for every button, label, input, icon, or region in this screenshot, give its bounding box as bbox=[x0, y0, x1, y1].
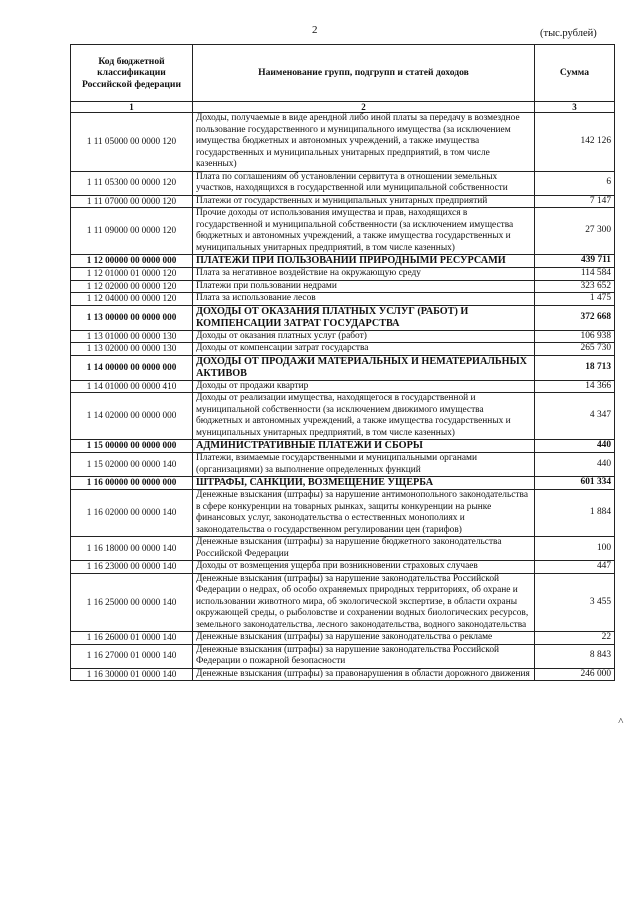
row-name: Доходы от компенсации затрат государства bbox=[193, 343, 535, 356]
row-amount: 440 bbox=[535, 453, 615, 477]
row-code: 1 16 18000 00 0000 140 bbox=[71, 537, 193, 561]
row-name: Плата за негативное воздействие на окружающую среду bbox=[193, 268, 535, 281]
row-code: 1 16 02000 00 0000 140 bbox=[71, 490, 193, 537]
row-name: ШТРАФЫ, САНКЦИИ, ВОЗМЕЩЕНИЕ УЩЕРБА bbox=[193, 477, 535, 490]
row-amount: 601 334 bbox=[535, 477, 615, 490]
row-amount: 14 366 bbox=[535, 380, 615, 393]
row-name: Денежные взыскания (штрафы) за нарушение законодательства Российской Федерации о пожарной безопасности bbox=[193, 644, 535, 668]
table-row bbox=[71, 537, 615, 561]
margin-mark: ˄ bbox=[618, 716, 624, 727]
table-row bbox=[71, 293, 615, 306]
table-row bbox=[71, 355, 615, 380]
row-code: 1 11 09000 00 0000 120 bbox=[71, 208, 193, 255]
row-code: 1 11 07000 00 0000 120 bbox=[71, 195, 193, 208]
row-code: 1 13 02000 00 0000 130 bbox=[71, 343, 193, 356]
row-amount: 4 347 bbox=[535, 393, 615, 440]
table-row bbox=[71, 343, 615, 356]
row-code: 1 13 01000 00 0000 130 bbox=[71, 330, 193, 343]
column-number-3: 3 bbox=[535, 102, 615, 113]
table-row bbox=[71, 268, 615, 281]
table-row bbox=[71, 644, 615, 668]
row-name: Доходы от продажи квартир bbox=[193, 380, 535, 393]
table-row bbox=[71, 561, 615, 574]
row-amount: 114 584 bbox=[535, 268, 615, 281]
table-row bbox=[71, 668, 615, 681]
row-amount: 100 bbox=[535, 537, 615, 561]
row-code: 1 16 27000 01 0000 140 bbox=[71, 644, 193, 668]
row-code: 1 16 00000 00 0000 000 bbox=[71, 477, 193, 490]
row-code: 1 15 02000 00 0000 140 bbox=[71, 453, 193, 477]
row-code: 1 11 05000 00 0000 120 bbox=[71, 113, 193, 172]
row-amount: 1 475 bbox=[535, 293, 615, 306]
header-code: Код бюджетной классификации Российской федерации bbox=[71, 45, 193, 102]
row-amount: 3 455 bbox=[535, 573, 615, 632]
row-amount: 7 147 bbox=[535, 195, 615, 208]
table-row bbox=[71, 305, 615, 330]
row-amount: 27 300 bbox=[535, 208, 615, 255]
table-row bbox=[71, 280, 615, 293]
row-amount: 6 bbox=[535, 171, 615, 195]
row-name: Денежные взыскания (штрафы) за нарушение бюджетного законодательства Российской Федерации bbox=[193, 537, 535, 561]
row-name: Платежи от государственных и муниципальных унитарных предприятий bbox=[193, 195, 535, 208]
row-name: АДМИНИСТРАТИВНЫЕ ПЛАТЕЖИ И СБОРЫ bbox=[193, 440, 535, 453]
row-name: ДОХОДЫ ОТ ОКАЗАНИЯ ПЛАТНЫХ УСЛУГ (РАБОТ) И КОМПЕНСАЦИИ ЗАТРАТ ГОСУДАРСТВА bbox=[193, 305, 535, 330]
table-row bbox=[71, 208, 615, 255]
header-name: Наименование групп, подгрупп и статей доходов bbox=[193, 45, 535, 102]
row-amount: 440 bbox=[535, 440, 615, 453]
row-amount: 323 652 bbox=[535, 280, 615, 293]
column-number-1: 1 bbox=[71, 102, 193, 113]
row-code: 1 15 00000 00 0000 000 bbox=[71, 440, 193, 453]
row-code: 1 12 00000 00 0000 000 bbox=[71, 255, 193, 268]
row-code: 1 12 02000 00 0000 120 bbox=[71, 280, 193, 293]
table-row bbox=[71, 330, 615, 343]
row-amount: 106 938 bbox=[535, 330, 615, 343]
row-code: 1 11 05300 00 0000 120 bbox=[71, 171, 193, 195]
row-code: 1 16 30000 01 0000 140 bbox=[71, 668, 193, 681]
row-amount: 22 bbox=[535, 632, 615, 645]
row-name: ПЛАТЕЖИ ПРИ ПОЛЬЗОВАНИИ ПРИРОДНЫМИ РЕСУРСАМИ bbox=[193, 255, 535, 268]
row-amount: 439 711 bbox=[535, 255, 615, 268]
row-amount: 372 668 bbox=[535, 305, 615, 330]
table-row bbox=[71, 477, 615, 490]
units-label: (тыс.рублей) bbox=[540, 28, 597, 39]
table-row bbox=[71, 113, 615, 172]
row-code: 1 16 26000 01 0000 140 bbox=[71, 632, 193, 645]
table-row bbox=[71, 573, 615, 632]
table-row bbox=[71, 380, 615, 393]
row-name: Денежные взыскания (штрафы) за правонарушения в области дорожного движения bbox=[193, 668, 535, 681]
table-body bbox=[71, 113, 615, 681]
row-name: Доходы, получаемые в виде арендной либо иной платы за передачу в возмездное пользование государственного и муниципального имущества (за исключением имущества бюджетных и автономных учреждений, а также имущества государственных и муниципальных унитарных предприятий, в том числе казенных) bbox=[193, 113, 535, 172]
row-code: 1 14 00000 00 0000 000 bbox=[71, 355, 193, 380]
row-name: Платежи при пользовании недрами bbox=[193, 280, 535, 293]
row-amount: 265 730 bbox=[535, 343, 615, 356]
row-code: 1 12 04000 00 0000 120 bbox=[71, 293, 193, 306]
header-amount: Сумма bbox=[535, 45, 615, 102]
column-number-2: 2 bbox=[193, 102, 535, 113]
row-amount: 142 126 bbox=[535, 113, 615, 172]
row-name: Платежи, взимаемые государственными и муниципальными органами (организациями) за выполнение определенных функций bbox=[193, 453, 535, 477]
table-row bbox=[71, 440, 615, 453]
revenue-table bbox=[70, 44, 615, 681]
row-amount: 447 bbox=[535, 561, 615, 574]
row-name: Доходы от возмещения ущерба при возникновении страховых случаев bbox=[193, 561, 535, 574]
row-name: Плата за использование лесов bbox=[193, 293, 535, 306]
row-code: 1 16 23000 00 0000 140 bbox=[71, 561, 193, 574]
row-name: Денежные взыскания (штрафы) за нарушение законодательства Российской Федерации о недрах, об особо охраняемых природных территориях, об охране и использовании животного мира, об экологической экспертизе, в области охраны окружающей среды, о рыболовстве и сохранении водных биологических ресурсов, земельного законодательства, лесного законодательства, водного законодательства bbox=[193, 573, 535, 632]
table-row bbox=[71, 632, 615, 645]
row-name: Доходы от оказания платных услуг (работ) bbox=[193, 330, 535, 343]
row-name: Прочие доходы от использования имущества и прав, находящихся в государственной и муниципальной собственности (за исключением имущества бюджетных и автономных учреждений, а также имущества государственных и муниципальных унитарных предприятий, в том числе казенных) bbox=[193, 208, 535, 255]
row-amount: 8 843 bbox=[535, 644, 615, 668]
row-name: Доходы от реализации имущества, находящегося в государственной и муниципальной собственности (за исключением движимого имущества бюджетных и автономных учреждений, а также имущества государственных и муниципальных унитарных предприятий, в том числе казенных) bbox=[193, 393, 535, 440]
row-name: Плата по соглашениям об установлении сервитута в отношении земельных участков, находящихся в государственной или муниципальной собственности bbox=[193, 171, 535, 195]
row-name: Денежные взыскания (штрафы) за нарушение антимонопольного законодательства в сфере конкуренции на товарных рынках, защиты конкуренции на рынке финансовых услуг, законодательства о естественных монополиях и законодательства о государственном регулировании цен (тарифов) bbox=[193, 490, 535, 537]
row-amount: 1 884 bbox=[535, 490, 615, 537]
row-name: ДОХОДЫ ОТ ПРОДАЖИ МАТЕРИАЛЬНЫХ И НЕМАТЕРИАЛЬНЫХ АКТИВОВ bbox=[193, 355, 535, 380]
row-code: 1 13 00000 00 0000 000 bbox=[71, 305, 193, 330]
table-row bbox=[71, 393, 615, 440]
row-code: 1 12 01000 01 0000 120 bbox=[71, 268, 193, 281]
row-code: 1 16 25000 00 0000 140 bbox=[71, 573, 193, 632]
row-name: Денежные взыскания (штрафы) за нарушение законодательства о рекламе bbox=[193, 632, 535, 645]
table-row bbox=[71, 453, 615, 477]
row-amount: 18 713 bbox=[535, 355, 615, 380]
table-row bbox=[71, 171, 615, 195]
row-code: 1 14 01000 00 0000 410 bbox=[71, 380, 193, 393]
page-number: 2 bbox=[312, 24, 318, 36]
table-row bbox=[71, 195, 615, 208]
table-row bbox=[71, 490, 615, 537]
table-row bbox=[71, 255, 615, 268]
row-code: 1 14 02000 00 0000 000 bbox=[71, 393, 193, 440]
row-amount: 246 000 bbox=[535, 668, 615, 681]
